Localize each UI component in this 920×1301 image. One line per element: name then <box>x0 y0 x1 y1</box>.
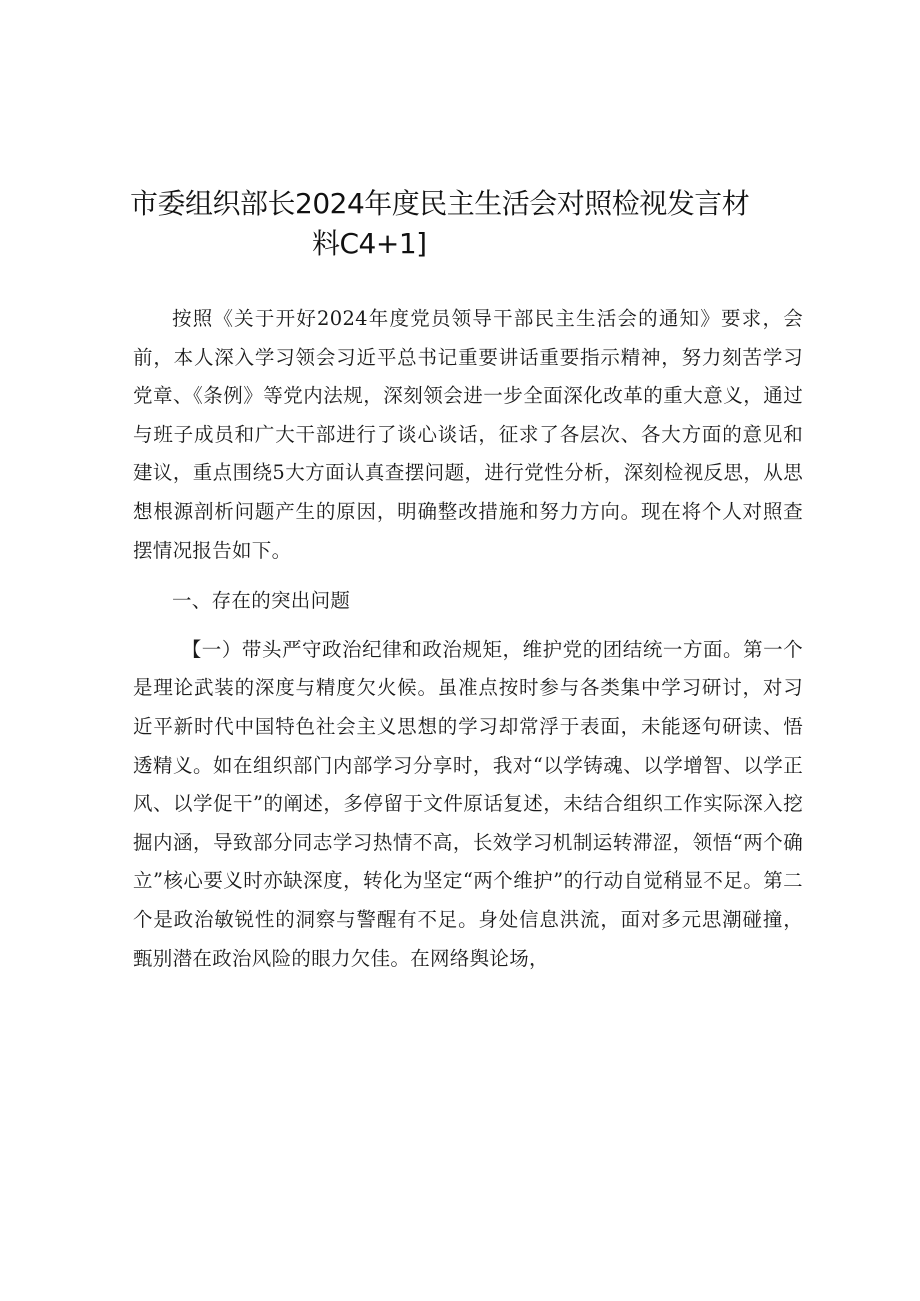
document-body <box>133 300 803 978</box>
title-line-2: 料C4+1] <box>312 227 427 260</box>
intro-paragraph: 按照《关于开好2024年度党员领导干部民主生活会的通知》要求，会前，本人深入学习领会习近平总书记重要讲话重要指示精神，努力刻苦学习党章、《条例》等党内法规，深刻领会进一步全面深化改革的重大意义，通过与班子成员和广大干部进行了谈心谈话，征求了各层次、各大方面的意见和建议，重点围绕5大方面认真查摆问题，进行党性分析，深刻检视反思，从思想根源剖析问题产生的原因，明确整改措施和努力方向。现在将个人对照查摆情况报告如下。 <box>133 307 803 562</box>
document-title <box>130 184 810 264</box>
section-heading: 一、存在的突出问题 <box>172 589 351 613</box>
section-paragraph: 【一）带头严守政治纪律和政治规矩，维护党的团结统一方面。第一个是理论武装的深度与精度欠火候。虽准点按时参与各类集中学习研讨，对习近平新时代中国特色社会主义思想的学习却常浮于表面，未能逐句研读、悟透精义。如在组织部门内部学习分享时，我对“以学铸魂、以学增智、以学正风、以学促干”的阐述，多停留于文件原话复述，未结合组织工作实际深入挖掘内涵，导致部分同志学习热情不高，长效学习机制运转滞涩，领悟“两个确立”核心要义时亦缺深度，转化为坚定“两个维护”的行动自觉稍显不足。第二个是政治敏锐性的洞察与警醒有不足。身处信息洪流，面对多元思潮碰撞，甄别潜在政治风险的眼力欠佳。在网络舆论场， <box>133 637 803 970</box>
title-line-1: 市委组织部长2024年度民主生活会对照检视发言材 <box>130 187 750 220</box>
